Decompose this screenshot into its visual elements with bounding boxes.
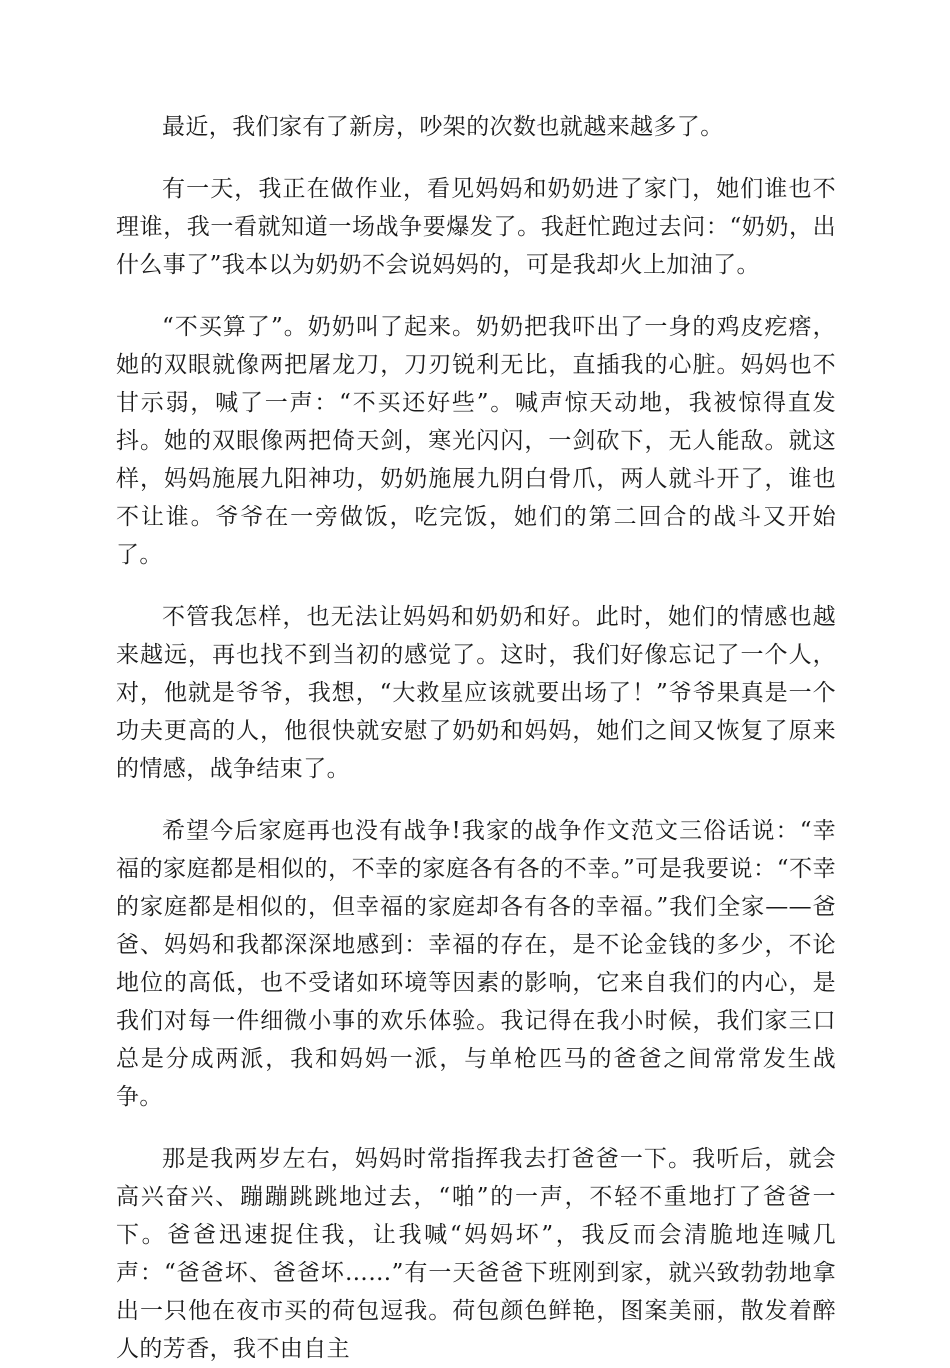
paragraph: 希望今后家庭再也没有战争!我家的战争作文范文三俗话说：“幸福的家庭都是相似的，不幸的家庭各有各的不幸。”可是我要说：“不幸的家庭都是相似的，但幸福的家庭却各有各的幸福。”我们全家——爸爸、妈妈和我都深深地感到：幸福的存在，是不论金钱的多少，不论地位的高低，也不受诸如环境等因素的影响，它来自我们的内心，是我们对每一件细微小事的欢乐体验。我记得在我小时候，我们家三口总是分成两派，我和妈妈一派，与单枪匹马的爸爸之间常常发生战争。 [116,818,836,1110]
paragraph: 不管我怎样，也无法让妈妈和奶奶和好。此时，她们的情感也越来越远，再也找不到当初的感觉了。这时，我们好像忘记了一个人，对，他就是爷爷，我想，“大救星应该就要出场了！”爷爷果真是一个功夫更高的人，他很快就安慰了奶奶和妈妈，她们之间又恢复了原来的情感，战争结束了。 [116,604,836,782]
document-page [116,108,836,1368]
paragraph: “不买算了”。奶奶叫了起来。奶奶把我吓出了一身的鸡皮疙瘩，她的双眼就像两把屠龙刀，刀刃锐利无比，直插我的心脏。妈妈也不甘示弱，喊了一声：“不买还好些”。喊声惊天动地，我被惊得直发抖。她的双眼像两把倚天剑，寒光闪闪，一剑砍下，无人能敌。就这样，妈妈施展九阳神功，奶奶施展九阴白骨爪，两人就斗开了，谁也不让谁。爷爷在一旁做饭，吃完饭，她们的第二回合的战斗又开始了。 [116,314,836,568]
paragraph: 有一天，我正在做作业，看见妈妈和奶奶进了家门，她们谁也不理谁，我一看就知道一场战争要爆发了。我赶忙跑过去问：“奶奶，出什么事了”我本以为奶奶不会说妈妈的，可是我却火上加油了。 [116,176,836,278]
paragraph: 那是我两岁左右，妈妈时常指挥我去打爸爸一下。我听后，就会高兴奋兴、蹦蹦跳跳地过去，“啪”的一声，不轻不重地打了爸爸一下。爸爸迅速捉住我，让我喊“妈妈坏”，我反而会清脆地连喊几声：“爸爸坏、爸爸坏……”有一天爸爸下班刚到家，就兴致勃勃地拿出一只他在夜市买的荷包逗我。荷包颜色鲜艳，图案美丽，散发着醉人的芳香，我不由自主 [116,1146,836,1362]
paragraph: 最近，我们家有了新房，吵架的次数也就越来越多了。 [162,114,724,140]
